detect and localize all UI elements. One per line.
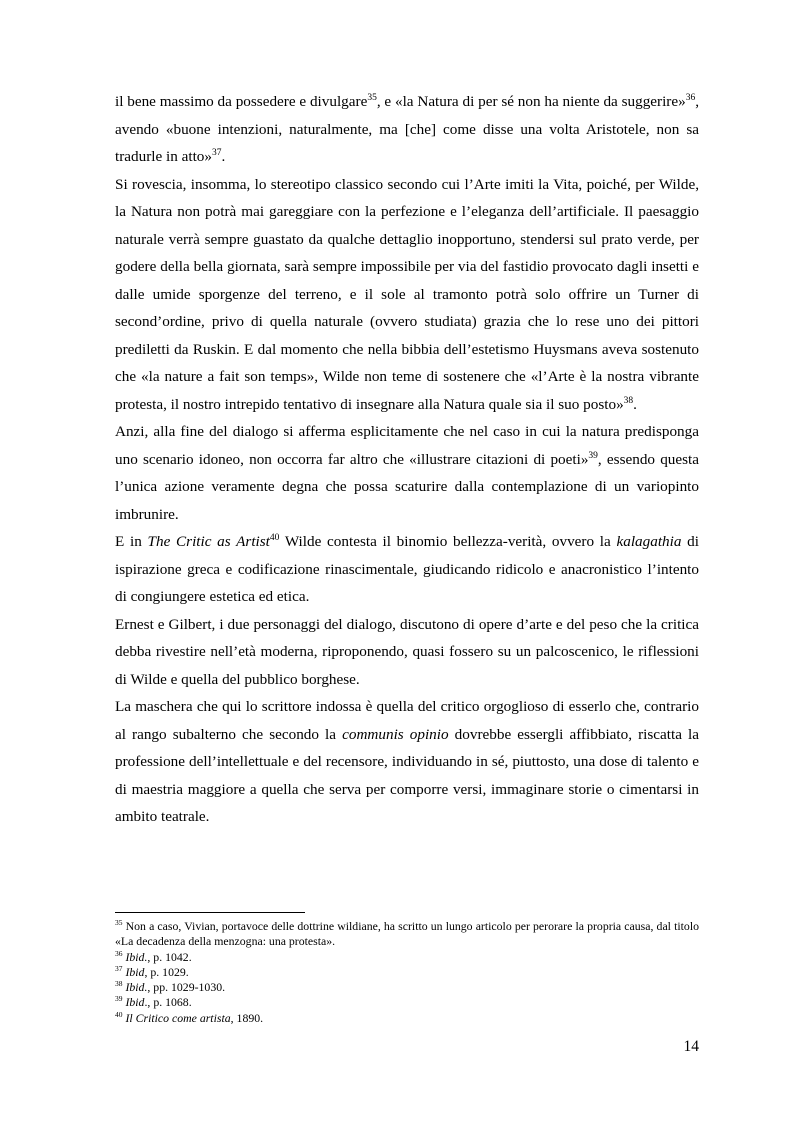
footnote-text: , pp. 1029-1030.	[147, 980, 226, 995]
text-span: .	[633, 395, 637, 413]
page-number: 14	[683, 1038, 699, 1055]
term-communis-opinio: communis opinio	[342, 725, 449, 743]
footnote-ref-work: Ibid	[125, 995, 145, 1010]
text-span: E in	[115, 533, 148, 550]
footnote-text: , 1890.	[230, 1010, 264, 1025]
footnote-ref-38[interactable]: 38	[623, 395, 634, 406]
text-span: dovrebbe essergli affibbiato, riscatta la professione dell’intellettuale e del recensore, individuando in sé, piuttosto, una dose di talento e di maestria maggiore a quella che serva per comporre versi, immaginare storie o cimentarsi in ambito teatrale.	[115, 725, 699, 825]
paragraph-6	[115, 693, 699, 831]
paragraph-3	[115, 418, 699, 528]
text-span: il bene massimo da possedere e divulgare	[115, 93, 368, 110]
page-body	[115, 88, 699, 831]
footnote-text: , p. 1042.	[147, 949, 192, 964]
footnote-number: 37	[115, 963, 123, 973]
text-span: , e «la Natura di per sé non ha niente da suggerire»	[376, 93, 686, 110]
text-span: di ispirazione greca e codificazione rinascimentale, giudicando ridicolo e anacronistico l’intento di congiungere estetica ed etica.	[115, 533, 699, 605]
text-span: , avendo «buone intenzioni, naturalmente, ma [che] come disse una volta Aristotele, non sa tradurle in atto»	[115, 93, 699, 165]
paragraph-2	[115, 171, 699, 419]
footnote-text: Non a caso, Vivian, portavoce delle dottrine wildiane, ha scritto un lungo articolo per perorare la propria causa, dal titolo «La decadenza della menzogna: una protesta».	[115, 919, 699, 949]
paragraph-1	[115, 88, 699, 171]
footnotes	[115, 919, 699, 1026]
footnote-number: 39	[115, 994, 123, 1004]
footnote-text: , p. 1029.	[144, 964, 189, 979]
footnote-ref-36[interactable]: 36	[685, 92, 696, 103]
footnote-ref-37[interactable]: 37	[212, 147, 222, 158]
footnote-text: ., p. 1068.	[144, 995, 192, 1010]
footnote-ref-40[interactable]: 40	[269, 532, 280, 543]
paragraph-4	[115, 528, 699, 611]
term-kalagathia: kalagathia	[616, 533, 682, 550]
footnote-36	[115, 950, 699, 965]
footnote-ref-35[interactable]: 35	[367, 92, 377, 103]
work-title: The Critic as Artist	[147, 533, 270, 550]
footnote-number: 40	[115, 1009, 123, 1019]
footnote-ref-work: Ibid.	[125, 949, 148, 964]
text-span: , essendo questa l’unica azione veramente degna che possa scaturire dalla contemplazione di un variopinto imbrunire.	[115, 450, 700, 523]
footnote-ref-39[interactable]: 39	[588, 450, 598, 461]
footnote-ref-work: Ibid.	[125, 980, 148, 995]
text-span: .	[221, 148, 226, 165]
footnote-number: 35	[115, 918, 123, 928]
footnote-ref-work: Ibid	[125, 964, 145, 979]
footnote-ref-work: Il Critico come artista	[125, 1010, 231, 1025]
footnote-39	[115, 995, 699, 1010]
footnote-separator	[115, 912, 305, 913]
footnote-37	[115, 965, 699, 980]
text-span: La maschera che qui lo scrittore indossa è quella del critico orgoglioso di esserlo che, contrario al rango subalterno che secondo la	[115, 698, 699, 743]
text-span: Si rovescia, insomma, lo stereotipo classico secondo cui l’Arte imiti la Vita, poiché, per Wilde, la Natura non potrà mai gareggiare con la perfezione e l’eleganza dell’artificiale. Il paesaggio naturale verrà sempre guastato da qualche dettaglio inopportuno, stendersi sul prato verde, per godere della bella giornata, sarà sempre impossibile per via del fastidio provocato dagli insetti e dalle umide sporgenze del terreno, e il sole al tramonto potrà solo offrire un Turner di second’ordine, privo di quella naturale (ovvero studiata) grazia che lo rese uno dei pittori prediletti da Ruskin. E dal momento che nella bibbia dell’estetismo Huysmans aveva sostenuto che «la nature a fait son temps», Wilde non teme di sostenere che «l’Arte è la nostra vibrante protesta, il nostro intrepido tentativo di insegnare alla Natura quale sia il suo posto»	[115, 175, 699, 413]
text-span: Anzi, alla fine del dialogo si afferma esplicitamente che nel caso in cui la natura predisponga uno scenario idoneo, non occorra far altro che «illustrare citazioni di poeti»	[115, 423, 699, 468]
footnote-number: 36	[115, 948, 123, 958]
footnote-38	[115, 980, 699, 995]
text-span: Wilde contesta il binomio bellezza-verità, ovvero la	[279, 533, 617, 550]
footnote-35	[115, 919, 699, 950]
footnote-number: 38	[115, 979, 123, 989]
footnote-40	[115, 1011, 699, 1026]
paragraph-5: Ernest e Gilbert, i due personaggi del dialogo, discutono di opere d’arte e del peso che la critica debba rivestire nell’età moderna, riproponendo, quasi fossero su un palcoscenico, le riflessioni di Wilde e quella del pubblico borghese.	[115, 615, 699, 688]
